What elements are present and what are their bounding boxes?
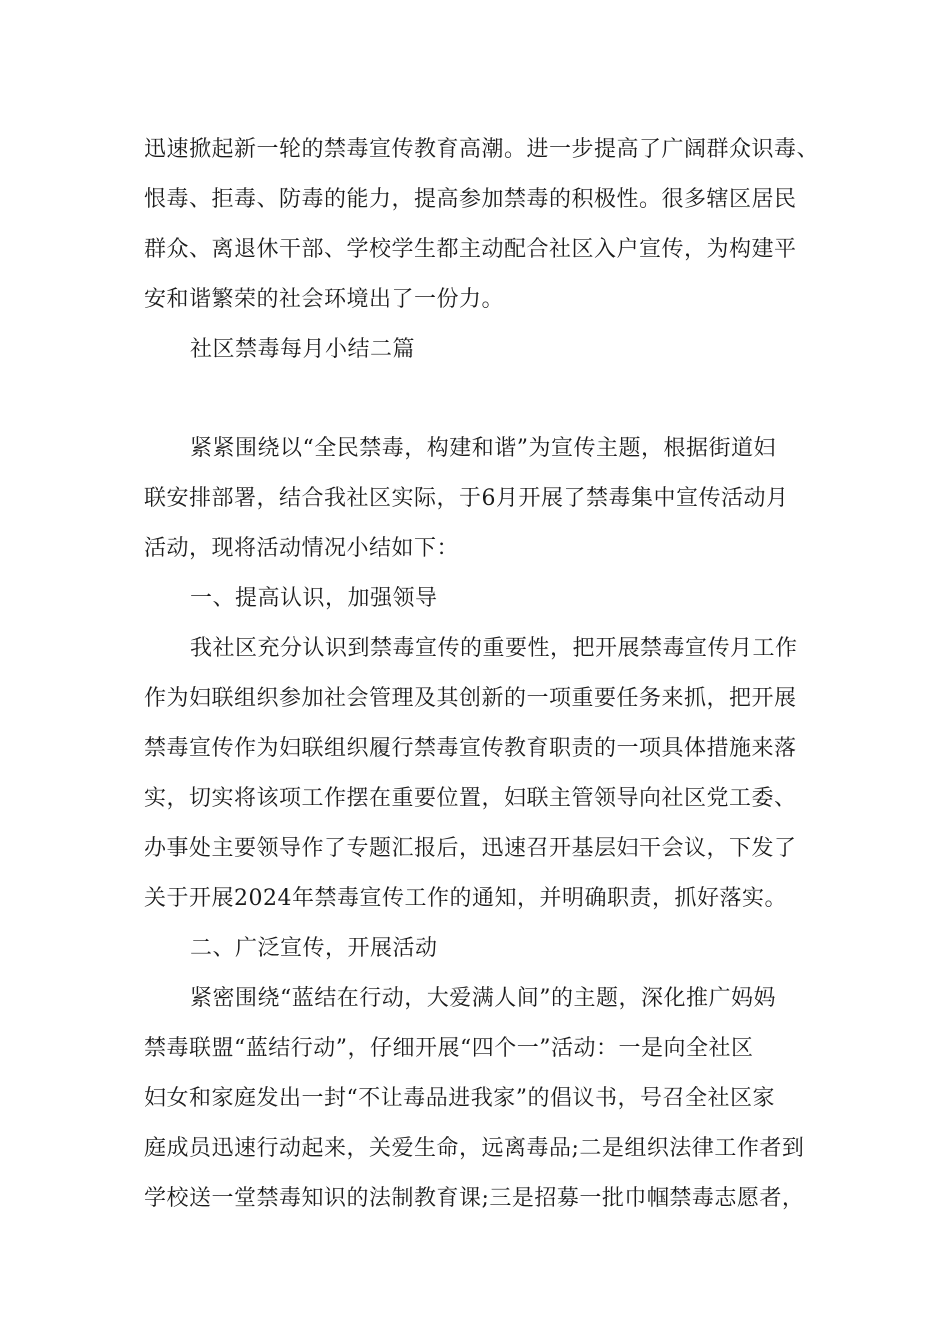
text-line-11: 作为妇联组织参加社会管理及其创新的一项重要任务来抓，把开展 [144,686,797,711]
heading-two: 二、广泛宣传，开展活动 [190,936,438,961]
text-line-7: 联安排部署，结合我社区实际，于6月开展了禁毒集中宣传活动月 [144,486,789,511]
text-line-21: 学校送一堂禁毒知识的法制教育课;三是招募一批巾帼禁毒志愿者， [144,1186,805,1211]
text-line-1: 迅速掀起新一轮的禁毒宣传教育高潮。进一步提高了广阔群众识毒、 [144,137,820,162]
text-line-3: 群众、离退休干部、学校学生都主动配合社区入户宣传，为构建平 [144,237,797,262]
text-line-18: 禁毒联盟“蓝结行动”，仔细开展“四个一”活动：一是向全社区 [144,1036,754,1061]
text-line-4: 安和谐繁荣的社会环境出了一份力。 [144,287,505,312]
heading-one: 一、提高认识，加强领导 [190,586,438,611]
text-line-20: 庭成员迅速行动起来，关爱生命，远离毒品;二是组织法律工作者到 [144,1136,805,1161]
text-line-14: 办事处主要领导作了专题汇报后，迅速召开基层妇干会议，下发了 [144,836,797,861]
text-line-19: 妇女和家庭发出一封“不让毒品进我家”的倡议书，号召全社区家 [144,1086,775,1111]
text-line-6: 紧紧围绕以“全民禁毒，构建和谐”为宣传主题，根据街道妇 [190,436,776,461]
section-title: 社区禁毒每月小结二篇 [190,337,416,362]
text-line-13: 实，切实将该项工作摆在重要位置，妇联主管领导向社区党工委、 [144,786,797,811]
text-line-15: 关于开展2024年禁毒宣传工作的通知，并明确职责，抓好落实。 [144,886,787,911]
text-line-12: 禁毒宣传作为妇联组织履行禁毒宣传教育职责的一项具体措施来落 [144,736,797,761]
text-line-10: 我社区充分认识到禁毒宣传的重要性，把开展禁毒宣传月工作 [190,636,798,661]
text-line-8: 活动，现将活动情况小结如下： [144,536,460,561]
text-line-17: 紧密围绕“蓝结在行动，大爱满人间”的主题，深化推广妈妈 [190,986,776,1011]
text-line-2: 恨毒、拒毒、防毒的能力，提高参加禁毒的积极性。很多辖区居民 [144,187,797,212]
